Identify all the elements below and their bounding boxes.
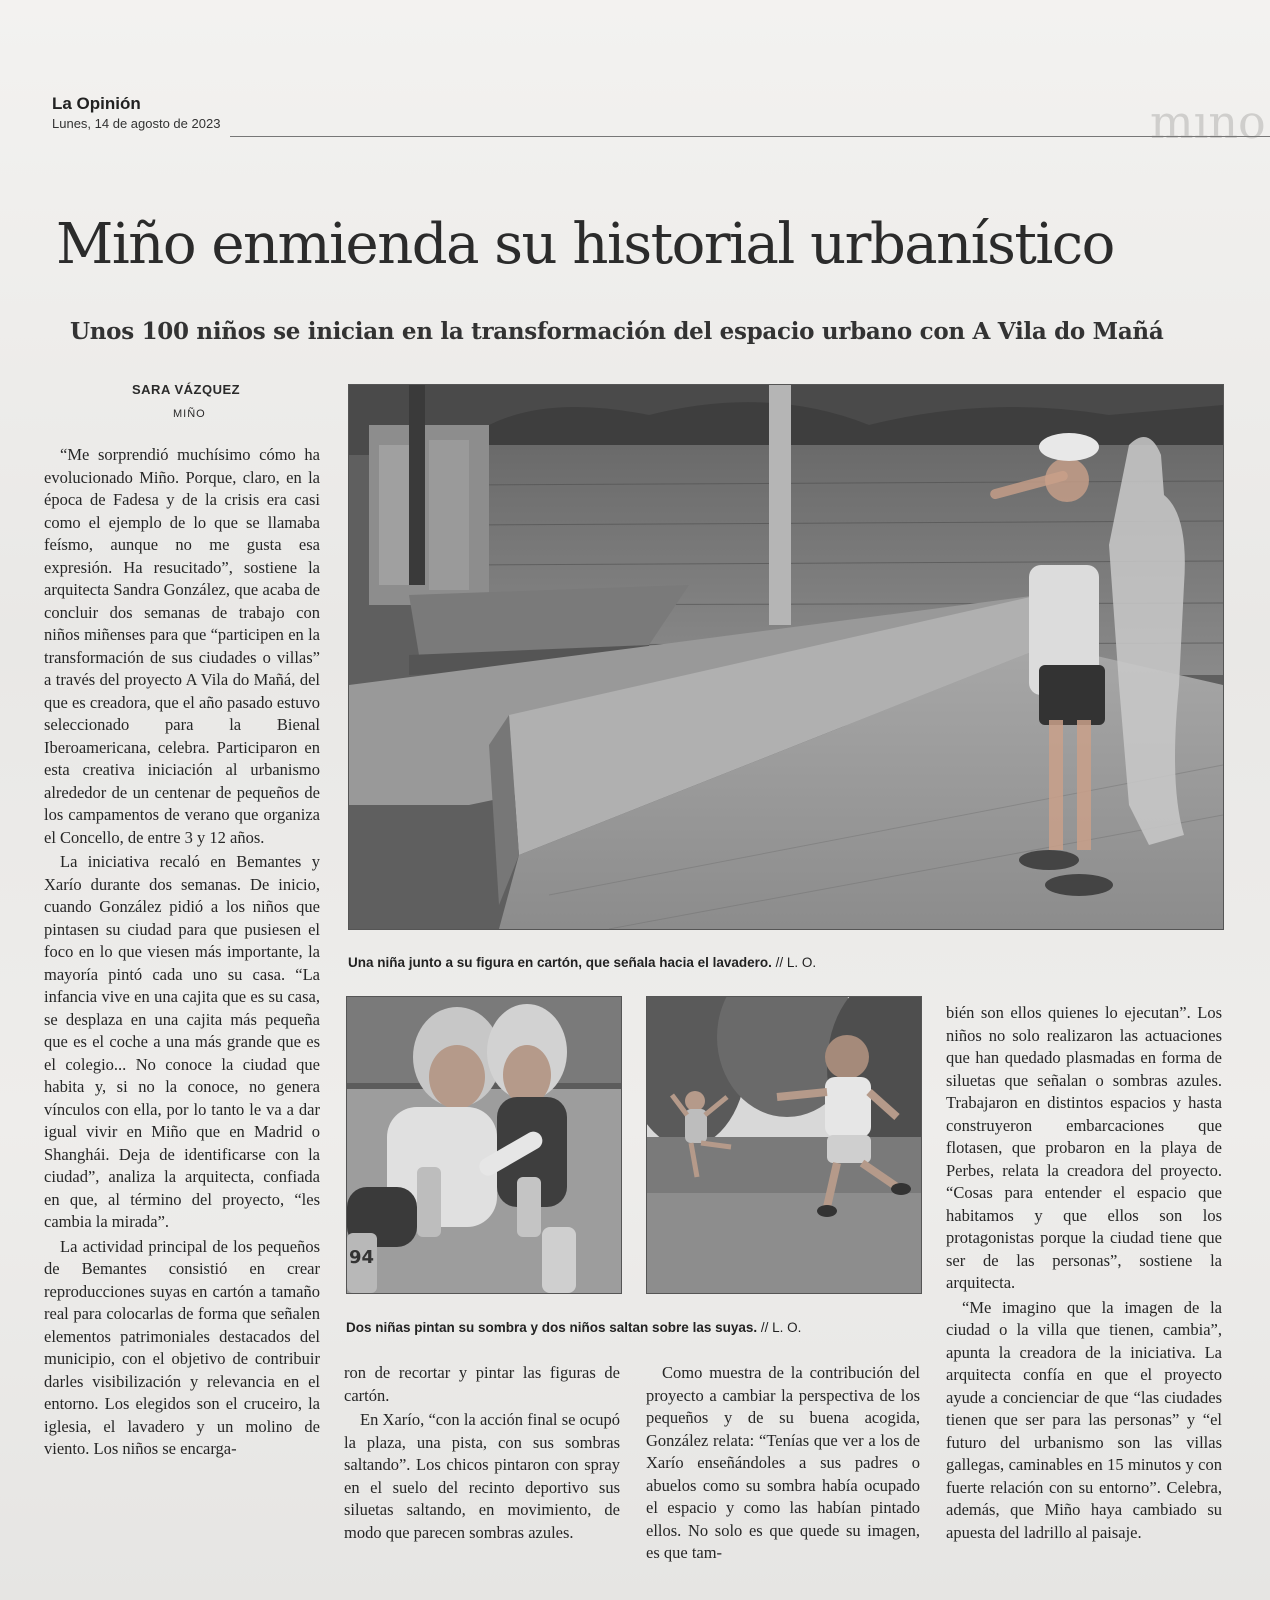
article-subheadline: Unos 100 niños se inician en la transformación del espacio urbano con A Vila do Mañá — [70, 318, 1164, 345]
publication-name: La Opinión — [52, 94, 141, 113]
photo-credit: // L. O. — [775, 955, 817, 970]
article-column-1 — [44, 444, 320, 1461]
secondary-photos-caption — [346, 1320, 801, 1335]
caption-text: Una niña junto a su figura en cartón, que señala hacia el lavadero. — [348, 955, 772, 970]
paragraph: La actividad principal de los pequeños de Bemantes consistió en crear reproducciones suyas en cartón a tamaño real para colocarlas de forma que señalen elementos patrimoniales destacados del municipio, con el objetivo de contribuir darles visibilización y relevancia en el entorno. Los elegidos son el cruceiro, la iglesia, el lavadero y un molino de viento. Los niños se encarga- — [44, 1236, 320, 1458]
author-byline: SARA VÁZQUEZ — [132, 382, 241, 397]
paragraph: bién son ellos quienes lo ejecutan”. Los niños no solo realizaron las actuaciones que han quedado plasmadas en forma de siluetas que señalan o sombras azules. Trabajaron en distintos espacios y hasta construyeron embarcaciones que flotasen, que probaron en la playa de Perbes, relata la creadora del proyecto. “Cosas para entender el espacio que habitamos y que ellos son los protagonistas porque la ciudad tiene que ser de las personas”, sostiene la arquitecta. — [946, 1003, 1222, 1292]
article-column-3 — [646, 1362, 920, 1565]
paragraph: ron de recortar y pintar las figuras de cartón. — [344, 1363, 620, 1405]
main-photo-caption — [348, 955, 816, 970]
photo-credit: // L. O. — [760, 1320, 802, 1335]
article-column-2 — [344, 1362, 620, 1544]
paragraph: “Me imagino que la imagen de la ciudad o la villa que tienen, cambia”, apunta la creadora de la iniciativa. La arquitecta confía en que el proyecto ayude a concienciar de que “las ciudades tienen que ser para las personas” y “el futuro del urbanismo son las villas gallegas, caminables en 15 minutos y con fuerte relación con su entorno”. Celebra, además, que Miño haya cambiado su apuesta del ladrillo al paisaje. — [946, 1297, 1222, 1542]
facing-page-bleed: mıno — [1150, 95, 1266, 149]
paragraph: La iniciativa recaló en Bemantes y Xarío durante dos semanas. De inicio, cuando González pidió a los niños que pintasen su ciudad para que pusiesen el foco en lo que viesen más importante, la mayoría pintó cada uno su casa. “La infancia vive en una cajita que es su casa, se desplaza en una cajita más pequeña que es el coche a una más grande que es el colegio... No conoce la ciudad que habita y, si no la conoce, no genera vínculos con ella, por lo tanto le va a dar igual vivir en Miño que en Madrid o Shanghái. Deja de identificarse con la ciudad”, analiza la arquitecta, confiada en que, al término del proyecto, “les cambia la mirada”. — [44, 852, 320, 1231]
publication-date: Lunes, 14 de agosto de 2023 — [52, 116, 221, 131]
dateline-location: MIÑO — [173, 408, 206, 420]
photo-boys-jumping — [646, 996, 922, 1294]
article-column-4 — [946, 1002, 1222, 1544]
paragraph: Como muestra de la contribución del proyecto a cambiar la perspectiva de los pequeños y de su buena acogida, González relata: “Tenías que ver a los de Xarío enseñándoles a sus padres o abuelos como su sombra había ocupado el espacio y como las habían pintado ellos. No solo es que quede su imagen, es que tam- — [646, 1363, 920, 1562]
sticker-number: 94 — [349, 1247, 375, 1268]
main-photo — [348, 384, 1224, 930]
caption-text: Dos niñas pintan su sombra y dos niños saltan sobre las suyas. — [346, 1320, 758, 1335]
paragraph: “Me sorprendió muchísimo cómo ha evolucionado Miño. Porque, claro, en la época de Fadesa y de la crisis era casi como el ejemplo de lo que se llamaba feísmo, aunque no me gusta esa expresión. Ha resucitado”, sostiene la arquitecta Sandra González, que acaba de concluir dos semanas de trabajo con niños miñenses para que “participen en la transformación de sus ciudades o villas” a través del proyecto A Vila do Mañá, del que es creadora, que el año pasado estuvo seleccionado para la Bienal Iberoamericana, celebra. Participaron en esta creativa iniciación al urbanismo alrededor de un centenar de pequeños de los campamentos de verano que organiza el Concello, de entre 3 y 12 años. — [44, 445, 320, 847]
paragraph: En Xarío, “con la acción final se ocupó la plaza, una pista, con sus sombras saltando”. Los chicos pintaron con spray en el suelo del recinto deportivo sus siluetas saltando, en movimiento, de modo que parecen sombras azules. — [344, 1410, 620, 1542]
photo-girls-painting — [346, 996, 622, 1294]
header-rule — [230, 136, 1270, 137]
article-headline: Miño enmienda su historial urbanístico — [56, 212, 1114, 277]
